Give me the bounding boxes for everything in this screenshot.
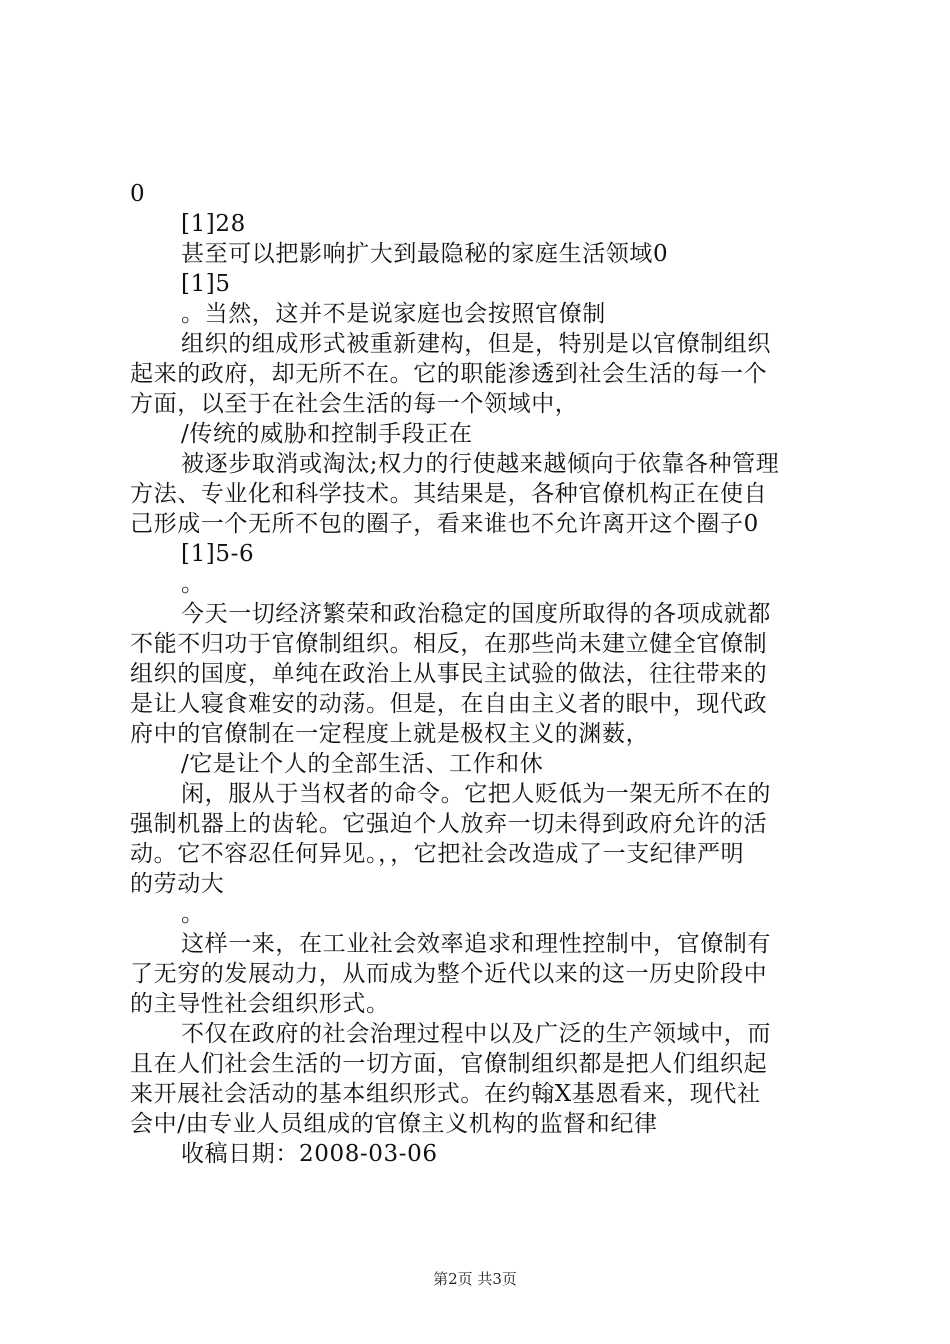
text-line: /它是让个人的全部生活、工作和休 — [181, 751, 544, 777]
text-line: 组织的国度，单纯在政治上从事民主试验的做法，往往带来的 — [130, 661, 768, 687]
text-line: 的劳动大 — [130, 871, 225, 897]
text-line: 动。它不容忍任何异见。，，它把社会改造成了一支纪律严明 — [130, 841, 745, 867]
text-line: 会中/由专业人员组成的官僚主义机构的监督和纪律 — [130, 1111, 658, 1137]
text-line: 起来的政府，却无所不在。它的职能渗透到社会生活的每一个 — [130, 361, 768, 387]
text-line: 且在人们社会生活的一切方面，官僚制组织都是把人们组织起 — [130, 1051, 768, 1077]
citation-ref: [1]5-6 — [181, 541, 255, 567]
text-line: 。 — [181, 571, 205, 597]
text-line: 来开展社会活动的基本组织形式。在约翰X基恩看来，现代社 — [130, 1081, 761, 1107]
paragraph-start: 被逐步取消或淘汰;权力的行使越来越倾向于依靠各种管理 — [181, 451, 780, 477]
text-line: 不能不归功于官僚制组织。相反，在那些尚未建立健全官僚制 — [130, 631, 768, 657]
text-line: 了无穷的发展动力，从而成为整个近代以来的这一历史阶段中 — [130, 961, 768, 987]
paragraph-start: 闲，服从于当权者的命令。它把人贬低为一架无所不在的 — [181, 781, 771, 807]
citation-ref: [1]28 — [181, 211, 246, 237]
paragraph-start: 组织的组成形式被重新建构，但是，特别是以官僚制组织 — [181, 331, 771, 357]
received-date: 收稿日期：2008-03-06 — [181, 1141, 438, 1167]
text-line: 方面，以至于在社会生活的每一个领域中， — [130, 391, 579, 417]
paragraph-start: 今天一切经济繁荣和政治稳定的国度所取得的各项成就都 — [181, 601, 771, 627]
paragraph-start: 不仅在政府的社会治理过程中以及广泛的生产领域中，而 — [181, 1021, 771, 1047]
text-line: 方法、专业化和科学技术。其结果是，各种官僚机构正在使自 — [130, 481, 768, 507]
text-line: 。 — [181, 901, 205, 927]
text-line: 的主导性社会组织形式。 — [130, 991, 390, 1017]
paragraph-start: 这样一来，在工业社会效率追求和理性控制中，官僚制有 — [181, 931, 771, 957]
text-line: 强制机器上的齿轮。它强迫个人放弃一切未得到政府允许的活 — [130, 811, 768, 837]
text-line: 甚至可以把影响扩大到最隐秘的家庭生活领域0 — [181, 241, 669, 267]
text-line: 0 — [130, 181, 146, 207]
text-line: /传统的威胁和控制手段正在 — [181, 421, 473, 447]
text-line: 是让人寝食难安的动荡。但是，在自由主义者的眼中，现代政 — [130, 691, 768, 717]
citation-ref: [1]5 — [181, 271, 231, 297]
text-line: 。当然，这并不是说家庭也会按照官僚制 — [181, 301, 606, 327]
text-line: 府中的官僚制在一定程度上就是极权主义的渊薮， — [130, 721, 650, 747]
page-footer: 第2页 共3页 — [433, 1270, 517, 1288]
text-line: 己形成一个无所不包的圈子，看来谁也不允许离开这个圈子0 — [130, 511, 759, 537]
